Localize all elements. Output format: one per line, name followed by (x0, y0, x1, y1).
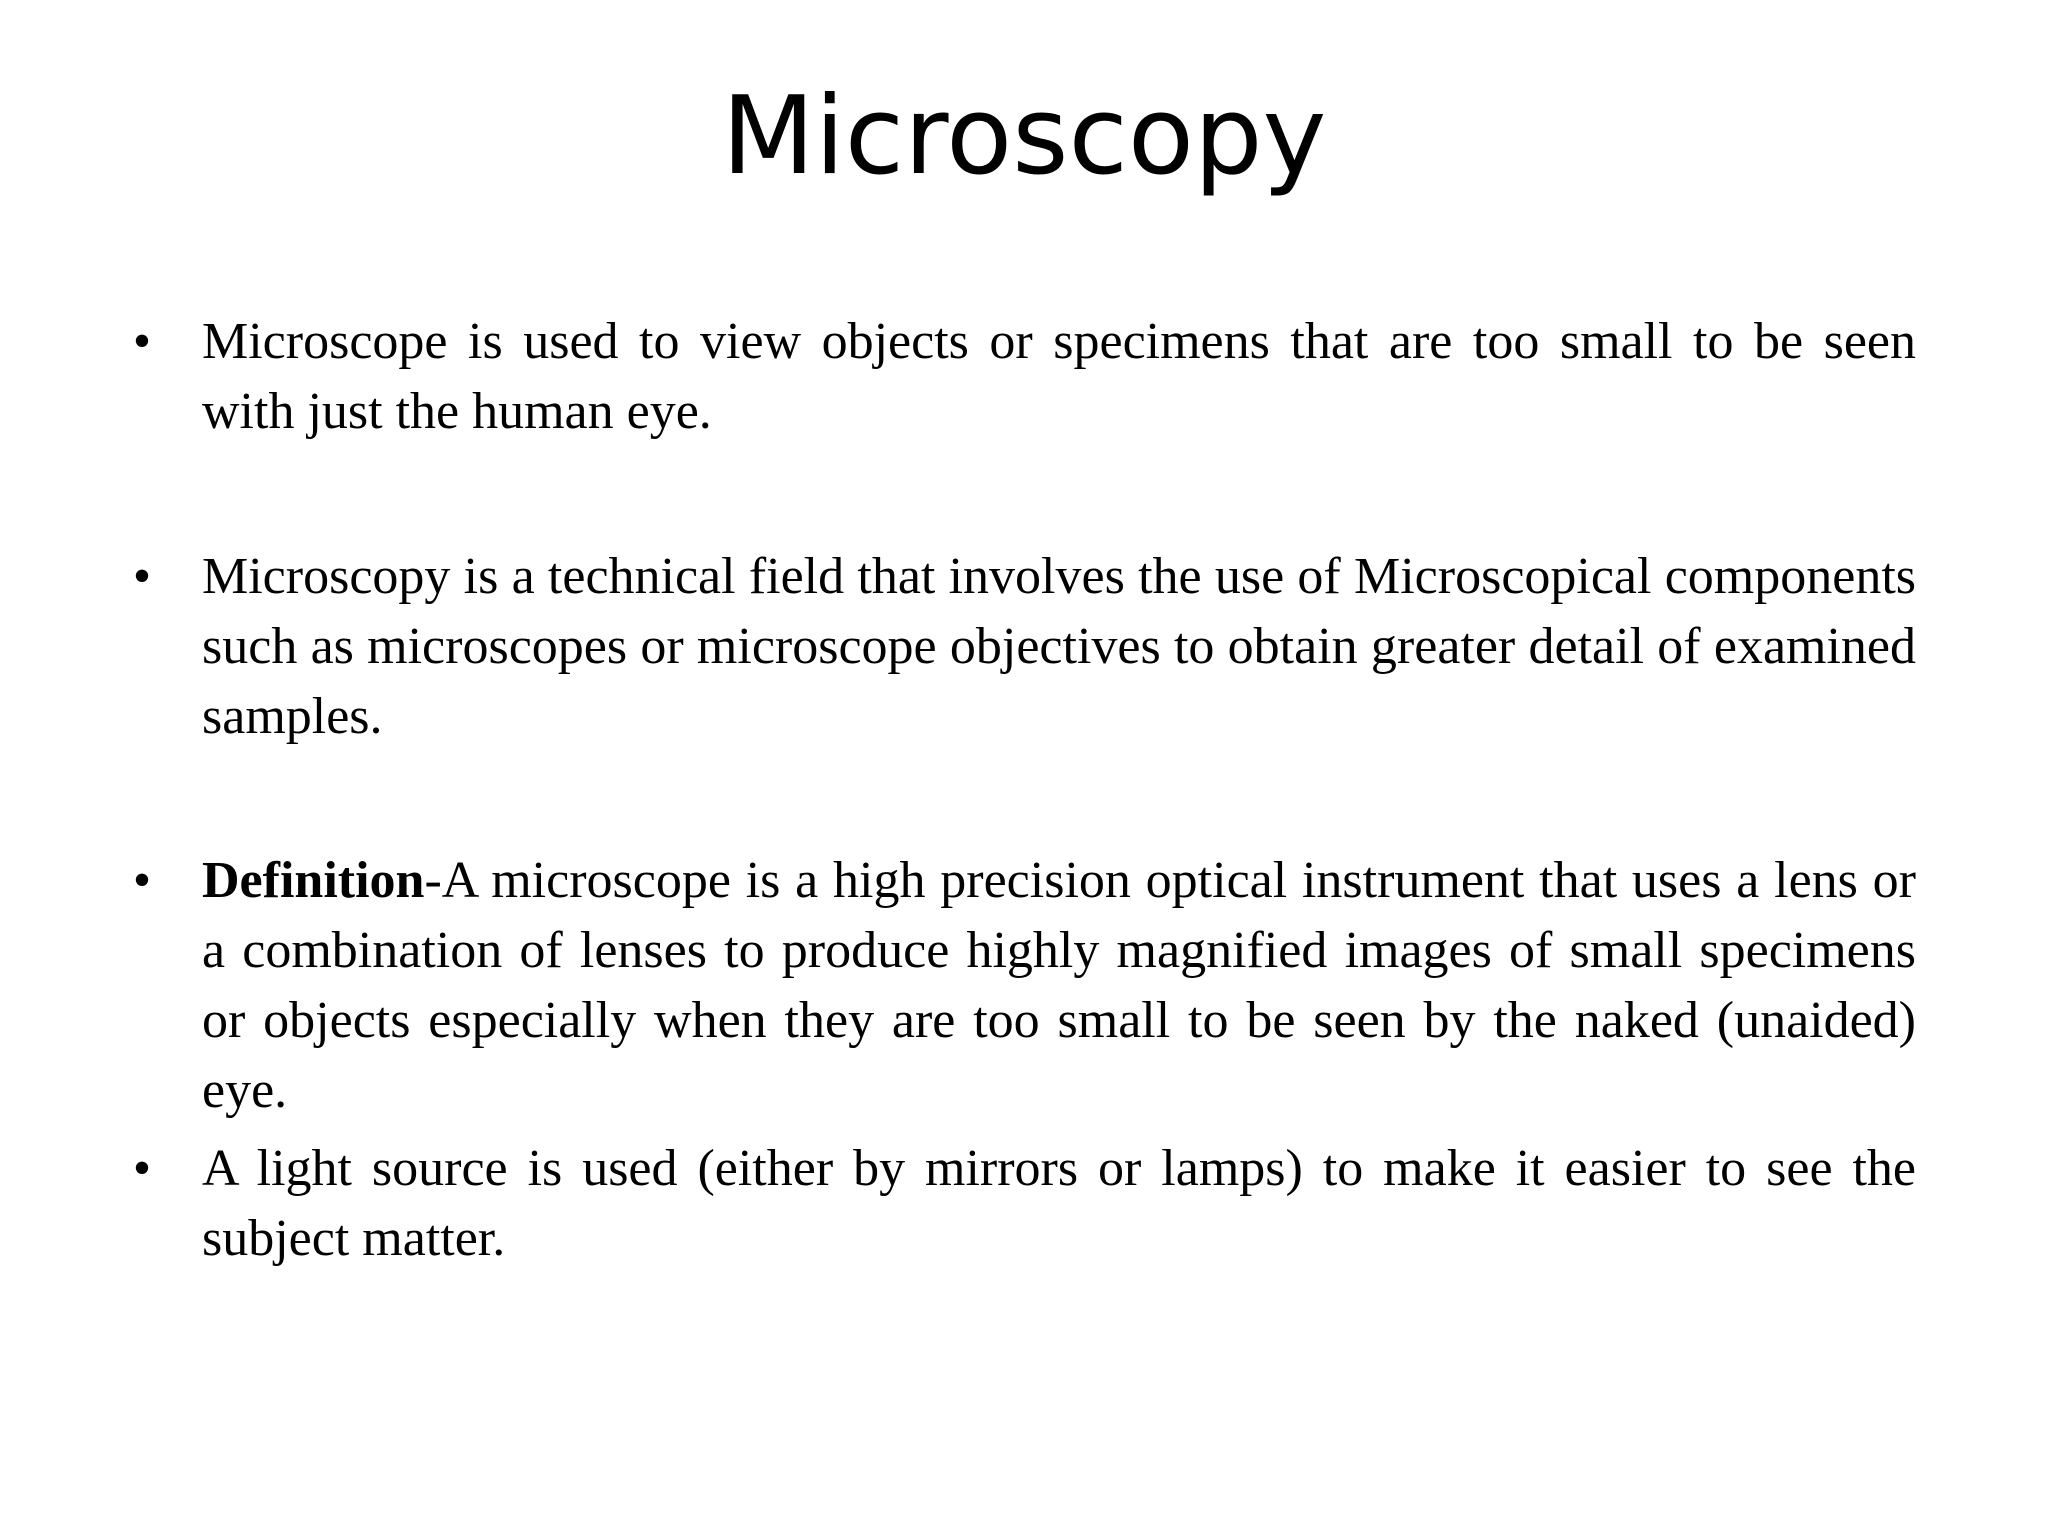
bullet-dot-icon: • (132, 313, 152, 370)
bullet-item (132, 307, 1916, 447)
bullet-dot-icon: • (132, 1140, 152, 1197)
bullet-item-definition (132, 846, 1916, 1126)
bullet-text: A light source is used (either by mirrors or lamps) to make it easier to see the subject matter. (202, 1140, 1916, 1267)
bullet-dot-icon: • (132, 548, 152, 605)
bullet-item (132, 1134, 1916, 1274)
definition-term: Definition (202, 852, 425, 909)
slide-title: Microscopy (721, 74, 1327, 199)
bullet-item (132, 542, 1916, 752)
bullet-text: Microscope is used to view objects or specimens that are too small to be seen with just the human eye. (202, 313, 1916, 440)
bullet-text: Microscopy is a technical field that involves the use of Microscopical components such as microscopes or microscope objectives to obtain greater detail of examined samples. (202, 548, 1916, 745)
bullet-dot-icon: • (132, 852, 152, 909)
bullet-text: -A microscope is a high precision optical instrument that uses a lens or a combination of lenses to produce highly magnified images of small specimens or objects especially when they are too small to be seen by the naked (unaided) eye. (202, 852, 1916, 1119)
